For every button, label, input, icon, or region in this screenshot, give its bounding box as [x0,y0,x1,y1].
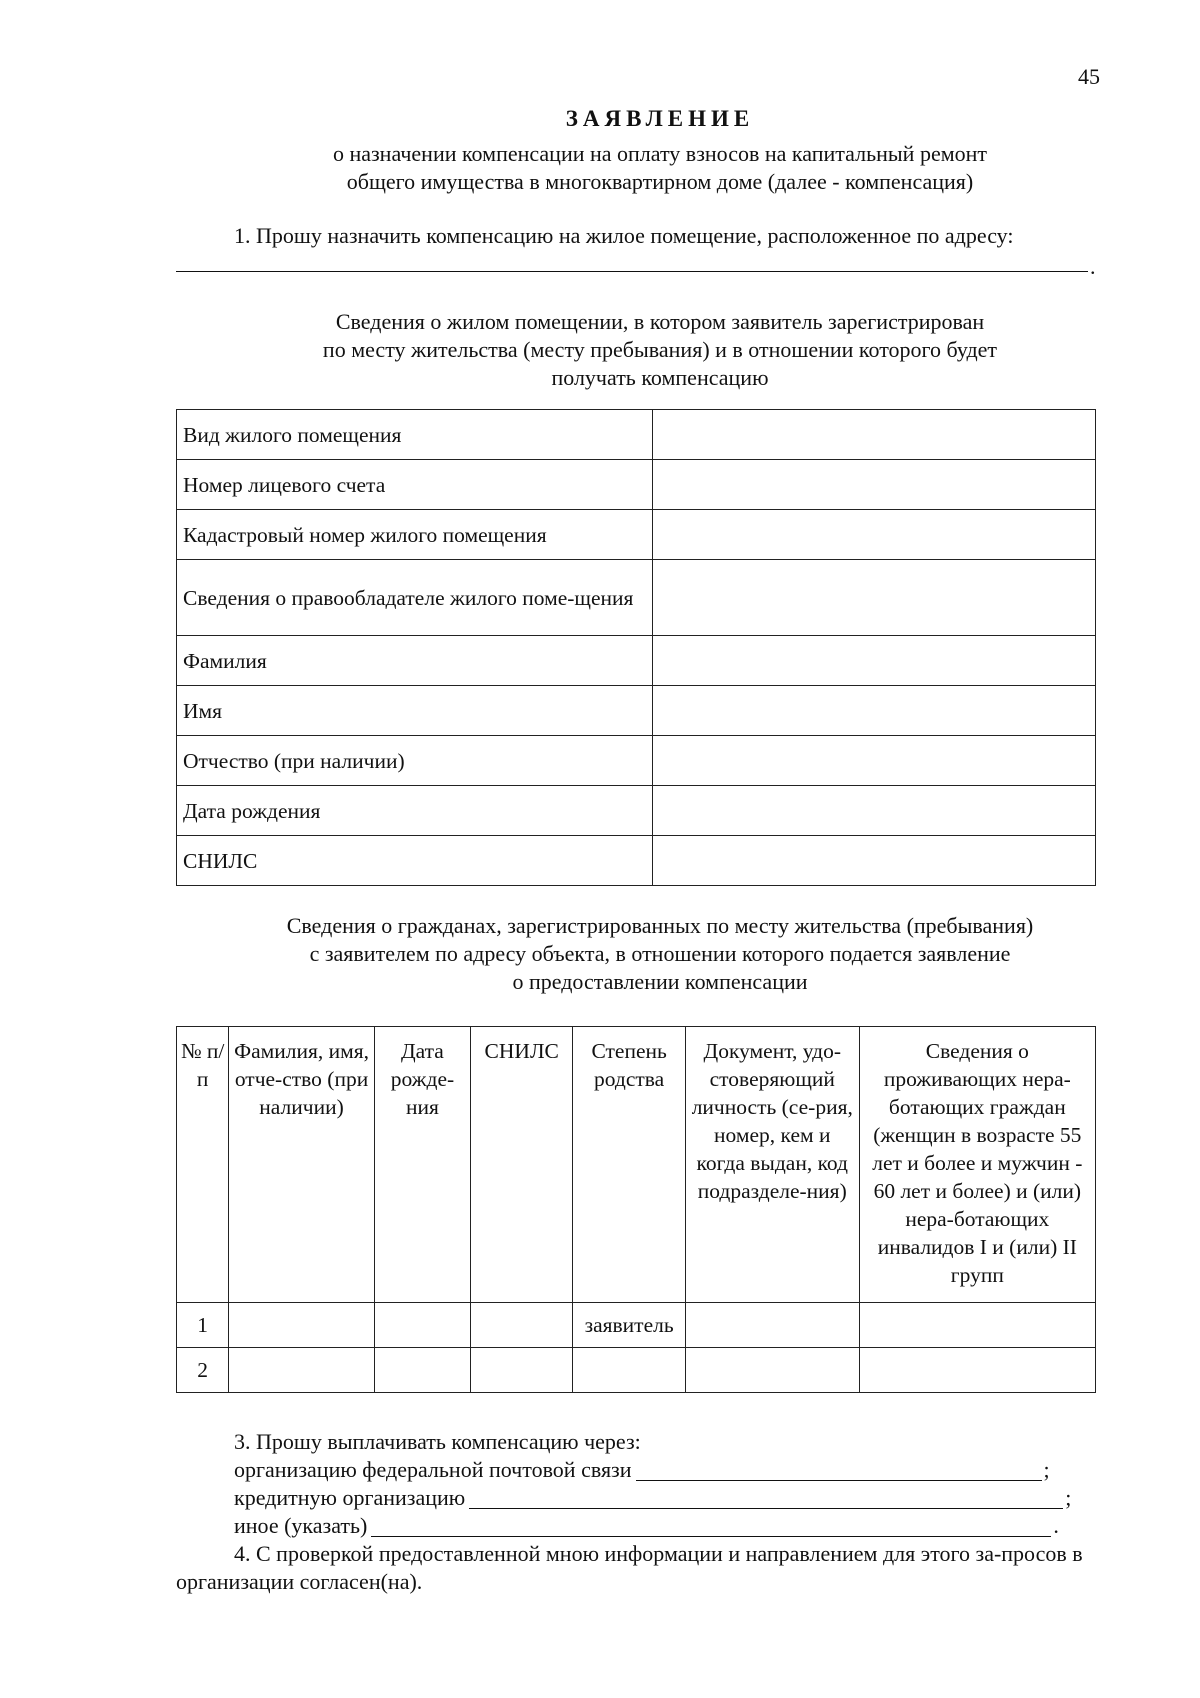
birth-date-field[interactable] [652,786,1095,836]
heading-line: Сведения о гражданах, зарегистрированных по месту жительства (пребывания) [286,913,1034,938]
citizens-table [176,1026,1096,1393]
payment-option-post [234,1456,1071,1484]
cell-unemployed-info[interactable] [859,1348,1095,1393]
table-row [177,560,1096,636]
table-row [177,1303,1096,1348]
col-header-unemployed-info: Сведения о проживающих нера-ботающих граждан (женщин в возрасте 55 лет и более и мужчин - 60 лет и более) и (или) нера-ботающих инвалидов I и (или) II групп [859,1027,1095,1303]
table-row [177,836,1096,886]
cell-snils[interactable] [471,1348,573,1393]
payment-heading: 3. Прошу выплачивать компенсацию через: [234,1429,641,1454]
heading-line: получать компенсацию [551,365,769,390]
housing-info-table [176,409,1096,886]
payment-option-bank [234,1484,1071,1512]
row-label: Имя [177,686,653,736]
owner-info-field[interactable] [652,560,1095,636]
subtitle-line: о назначении компенсации на оплату взносов на капитальный ремонт [332,141,988,166]
col-header-birth-date: Дата рожде-ния [374,1027,470,1303]
table-row [177,636,1096,686]
heading-line: по месту жительства (месту пребывания) и в отношении которого будет [322,337,998,362]
col-header-full-name: Фамилия, имя, отче-ство (при наличии) [229,1027,375,1303]
table-row [177,686,1096,736]
table-row [177,1348,1096,1393]
row-number: 2 [177,1348,229,1393]
row-label: Сведения о правообладателе жилого поме-щения [177,560,653,636]
cell-identity-document[interactable] [685,1303,859,1348]
cell-unemployed-info[interactable] [859,1303,1095,1348]
patronymic-field[interactable] [652,736,1095,786]
other-method-input-line[interactable] [371,1516,1051,1537]
cell-snils[interactable] [471,1303,573,1348]
cell-birth-date[interactable] [374,1303,470,1348]
address-line-end: . [1090,254,1096,279]
document-subtitle [180,140,1140,196]
citizens-section-heading [180,912,1140,996]
row-label: СНИЛС [177,836,653,886]
row-label: Вид жилого помещения [177,410,653,460]
post-line-end: ; [1043,1457,1050,1482]
bank-organization-input-line[interactable] [469,1488,1063,1509]
bank-label: кредитную организацию [234,1485,466,1510]
cell-full-name[interactable] [229,1348,375,1393]
first-name-field[interactable] [652,686,1095,736]
row-label: Кадастровый номер жилого помещения [177,510,653,560]
row-label: Отчество (при наличии) [177,736,653,786]
other-line-end: . [1053,1513,1059,1538]
table-row [177,786,1096,836]
bank-line-end: ; [1065,1485,1072,1510]
table-row [177,736,1096,786]
cadastral-number-field[interactable] [652,510,1095,560]
col-header-relationship: Степень родства [573,1027,685,1303]
col-header-number: № п/п [177,1027,229,1303]
housing-type-field[interactable] [652,410,1095,460]
row-label: Дата рождения [177,786,653,836]
heading-line: о предоставлении компенсации [512,969,808,994]
heading-line: с заявителем по адресу объекта, в отношении которого подается заявление [309,941,1011,966]
clause-1-text: 1. Прошу назначить компенсацию на жилое помещение, расположенное по адресу: [234,223,1014,248]
surname-field[interactable] [652,636,1095,686]
row-label: Номер лицевого счета [177,460,653,510]
subtitle-line: общего имущества в многоквартирном доме (далее - компенсация) [346,169,974,194]
post-label: организацию федеральной почтовой связи [234,1457,632,1482]
table-header-row [177,1027,1096,1303]
consent-statement: 4. С проверкой предоставленной мною информации и направлением для этого за-просов в организации согласен(на). [176,1541,1083,1594]
col-header-identity-document: Документ, удо-стоверяющий личность (се-рия, номер, кем и когда выдан, код подразделе-ния) [685,1027,859,1303]
table-row [177,510,1096,560]
row-number: 1 [177,1303,229,1348]
cell-identity-document[interactable] [685,1348,859,1393]
document-title: ЗАЯВЛЕНИЕ [565,106,755,131]
cell-relationship: заявитель [573,1303,685,1348]
cell-full-name[interactable] [229,1303,375,1348]
heading-line: Сведения о жилом помещении, в котором заявитель зарегистрирован [335,309,985,334]
col-header-snils: СНИЛС [471,1027,573,1303]
snils-field[interactable] [652,836,1095,886]
page-number: 45 [1078,64,1100,89]
payment-method-section [234,1428,1071,1540]
table-row [177,410,1096,460]
other-label: иное (указать) [234,1513,368,1538]
housing-section-heading [180,308,1140,392]
payment-option-other [234,1512,1071,1540]
cell-birth-date[interactable] [374,1348,470,1393]
account-number-field[interactable] [652,460,1095,510]
table-row [177,460,1096,510]
cell-relationship[interactable] [573,1348,685,1393]
address-input-line[interactable] [176,271,1088,272]
row-label: Фамилия [177,636,653,686]
post-organization-input-line[interactable] [636,1460,1042,1481]
